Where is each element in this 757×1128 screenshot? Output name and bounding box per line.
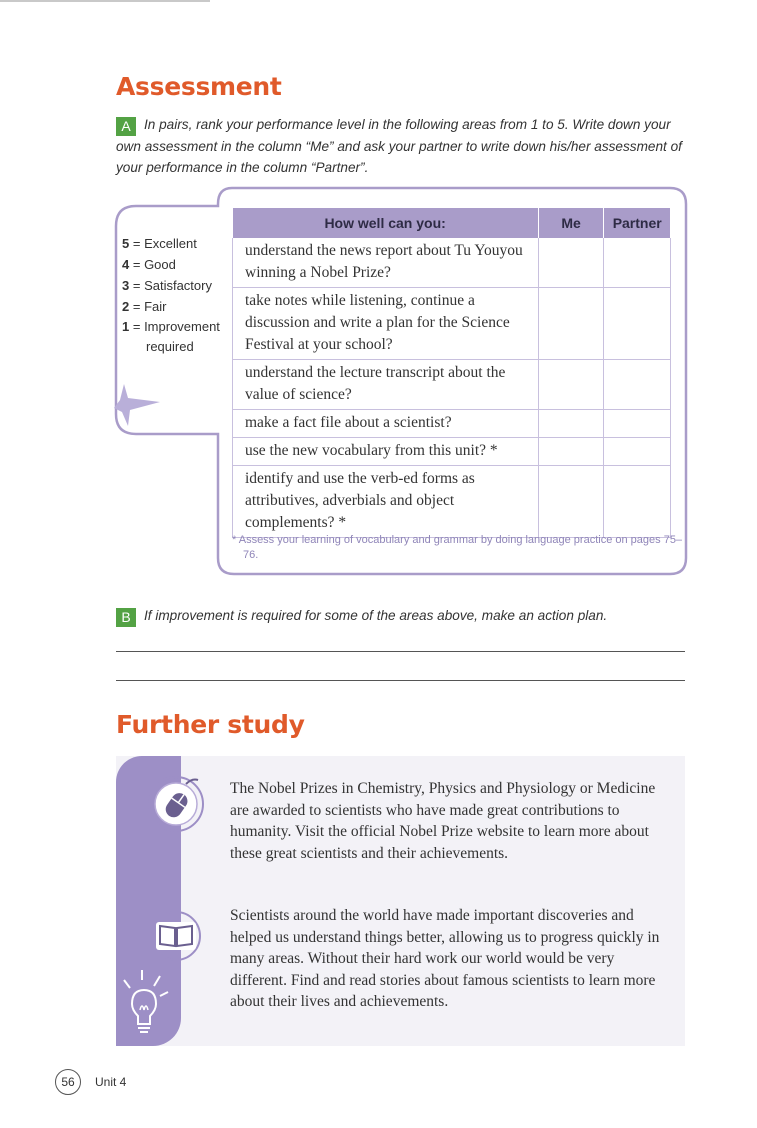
table-row	[233, 410, 671, 438]
scale-item-5: 5 = Excellent	[122, 236, 197, 251]
row-skill: use the new vocabulary from this unit? *	[233, 438, 539, 466]
further-study-paragraph-1: The Nobel Prizes in Chemistry, Physics and Physiology or Medicine are awarded to scientists who have made great contributions to humanity. Visit the official Nobel Prize website to learn more about these great scientists and their achievements.	[230, 780, 656, 862]
row-skill: identify and use the verb-ed forms as attributives, adverbials and object complements? *	[233, 466, 539, 538]
scale-item-2: 2 = Fair	[122, 299, 167, 314]
unit-label: Unit 4	[95, 1075, 127, 1089]
further-study-paragraph-2: Scientists around the world have made important discoveries and helped us understand things better, allowing us to progress quickly in many areas. Without their hard work our world would be very different. Find and read stories about famous scientists to learn more about their lives and achievements.	[230, 907, 660, 1010]
assessment-table	[232, 208, 671, 538]
me-cell[interactable]	[538, 288, 604, 360]
partner-cell[interactable]	[604, 438, 671, 466]
partner-cell[interactable]	[604, 238, 671, 288]
lightbulb-icon	[116, 966, 176, 1042]
writing-line-2[interactable]	[116, 680, 685, 681]
writing-line-1[interactable]	[116, 651, 685, 652]
rating-scale	[122, 233, 232, 357]
task-a-instruction: A In pairs, rank your performance level in the following areas from 1 to 5. Write down your own assessment in the column “Me” and ask your partner to write down his/her assessment of your performance in the column “Partner”.	[116, 117, 682, 175]
table-row	[233, 438, 671, 466]
task-a-tag: A	[116, 117, 136, 136]
row-skill: understand the lecture transcript about the value of science?	[233, 360, 539, 410]
table-row	[233, 288, 671, 360]
table-row	[233, 360, 671, 410]
row-skill: understand the news report about Tu Youyou winning a Nobel Prize?	[233, 238, 539, 288]
header-partner: Partner	[604, 208, 671, 238]
me-cell[interactable]	[538, 466, 604, 538]
me-cell[interactable]	[538, 360, 604, 410]
top-rule	[0, 0, 210, 2]
scale-item-3: 3 = Satisfactory	[122, 278, 212, 293]
page-number-badge	[55, 1069, 81, 1095]
scale-item-1: 1 = Improvement required	[122, 319, 220, 354]
task-b-instruction: B If improvement is required for some of the areas above, make an action plan.	[116, 605, 686, 627]
footnote: * Assess your learning of vocabulary and grammar by doing language practice on pages 75–76.	[232, 534, 683, 561]
partner-cell[interactable]	[604, 410, 671, 438]
header-how-well: How well can you:	[233, 208, 539, 238]
book-icon	[148, 910, 204, 962]
task-a	[116, 114, 686, 178]
assessment-title: Assessment	[116, 72, 282, 101]
me-cell[interactable]	[538, 438, 604, 466]
me-cell[interactable]	[538, 238, 604, 288]
table-row	[233, 238, 671, 288]
header-me: Me	[538, 208, 604, 238]
partner-cell[interactable]	[604, 466, 671, 538]
page-number: 56	[61, 1075, 75, 1089]
mouse-icon	[146, 772, 206, 834]
table-row	[233, 466, 671, 538]
partner-cell[interactable]	[604, 288, 671, 360]
partner-cell[interactable]	[604, 360, 671, 410]
row-skill: take notes while listening, continue a discussion and write a plan for the Science Festival at your school?	[233, 288, 539, 360]
scale-item-4: 4 = Good	[122, 257, 176, 272]
table-header-row	[233, 208, 671, 238]
task-b-tag: B	[116, 608, 136, 627]
further-study-title: Further study	[116, 710, 305, 739]
star-icon	[114, 384, 164, 428]
me-cell[interactable]	[538, 410, 604, 438]
assessment-table-wrap	[232, 208, 671, 538]
row-skill: make a fact file about a scientist?	[233, 410, 539, 438]
